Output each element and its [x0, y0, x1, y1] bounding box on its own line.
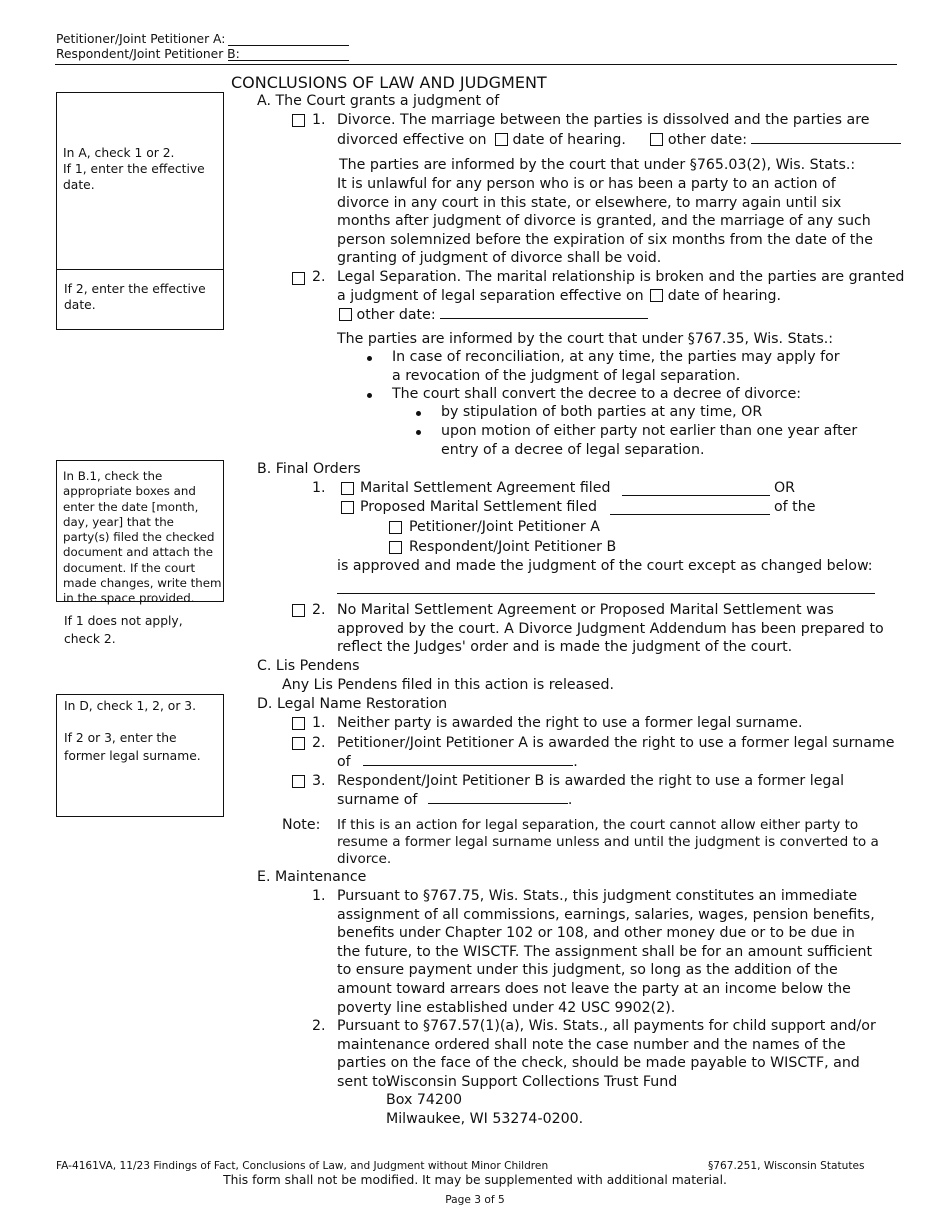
divorce-effective-label: divorced effective on — [337, 132, 487, 148]
separation-other-date-field[interactable] — [440, 305, 648, 319]
respondent-former-surname-field[interactable] — [428, 790, 568, 804]
bullet-reconciliation: In case of reconciliation, at any time, the parties may apply for a revocation of the judgment of legal separation. — [392, 349, 840, 384]
sidebar-box-d — [56, 694, 224, 817]
divorce-other-date-field[interactable] — [751, 130, 901, 144]
divorce-checkbox[interactable] — [292, 114, 305, 127]
bullet-dot — [367, 356, 372, 361]
or-label: OR — [774, 480, 796, 496]
divorce-title: Divorce. — [337, 112, 396, 128]
pmsa-petitioner-checkbox[interactable] — [389, 521, 402, 534]
name-petitioner-checkbox[interactable] — [292, 737, 305, 750]
address-line3: Milwaukee, WI 53274-0200. — [386, 1111, 584, 1127]
bullet-convert: The court shall convert the decree to a decree of divorce: — [392, 386, 802, 402]
footer-page-number: Page 3 of 5 — [445, 1194, 505, 1206]
sub-bullet-stipulation: by stipulation of both parties at any time, OR — [441, 404, 763, 420]
of-the-label: of the — [774, 499, 816, 515]
name-neither-checkbox[interactable] — [292, 717, 305, 730]
name-petitioner-of-label: of — [337, 754, 351, 770]
item-b1-number: 1. — [312, 480, 326, 496]
sidebar-box-a — [56, 92, 224, 330]
footer-notice: This form shall not be modified. It may be supplemented with additional material. — [223, 1173, 727, 1187]
legal-separation-title: Legal Separation. — [337, 269, 462, 285]
no-msa-checkbox[interactable] — [292, 604, 305, 617]
changes-field[interactable] — [337, 593, 875, 594]
divorce-other-date-checkbox[interactable] — [650, 133, 663, 146]
item-b2-number: 2. — [312, 602, 326, 618]
sidebar-box-d-line2: If 2 or 3, enter the former legal surname. — [64, 731, 201, 763]
footer-form-id: FA-4161VA, 11/23 Findings of Fact, Conclusions of Law, and Judgment without Minor Children — [56, 1160, 549, 1172]
note-label: Note: — [282, 817, 321, 833]
pmsa-respondent-label: Respondent/Joint Petitioner B — [409, 539, 617, 555]
legal-separation-text: The marital relationship is broken and the parties are granted — [465, 269, 905, 285]
sidebar-box-b-text: In B.1, check the appropriate boxes and enter the date [month, day, year] that the party(s) filed the checked document and attach the document. If the court made changes, write them in the space provided. — [63, 469, 222, 606]
name-petitioner-text: Petitioner/Joint Petitioner A is awarded the right to use a former legal surname — [337, 735, 895, 751]
maintenance-assignment-text: Pursuant to §767.75, Wis. Stats., this judgment constitutes an immediate assignment of all commissions, earnings, salaries, wages, pension benefits, benefits under Chapter 102 or 108, and other money due or to be due in the future, to the WISCTF. The assignment shall be for an amount sufficient to ensure payment under this judgment, so long as the addition of the amount toward arrears does not leave the party at an income below the poverty line established under 42 USC 9902(2). — [337, 888, 875, 1016]
pmsa-label: Proposed Marital Settlement filed — [360, 499, 598, 515]
legal-separation-checkbox[interactable] — [292, 272, 305, 285]
respondent-label: Respondent/Joint Petitioner B: — [56, 47, 240, 61]
bullet-dot — [367, 393, 372, 398]
item-a2-number: 2. — [312, 269, 326, 285]
informed-767: The parties are informed by the court that under §767.35, Wis. Stats.: — [337, 331, 834, 347]
divorce-text: The marriage between the parties is dissolved and the parties are — [400, 112, 870, 128]
name-neither-text: Neither party is awarded the right to use a former legal surname. — [337, 715, 803, 731]
section-a-heading: A. The Court grants a judgment of — [257, 93, 500, 109]
section-c-heading: C. Lis Pendens — [257, 658, 360, 674]
section-b-heading: B. Final Orders — [257, 461, 361, 477]
separation-other-date-label: other date: — [356, 307, 436, 323]
divorce-other-date-label: other date: — [667, 132, 747, 148]
pmsa-respondent-checkbox[interactable] — [389, 541, 402, 554]
separation-date-of-hearing-label: date of hearing. — [667, 288, 782, 304]
separation-date-of-hearing-checkbox[interactable] — [650, 289, 663, 302]
section-e-heading: E. Maintenance — [257, 869, 367, 885]
address-line1: Wisconsin Support Collections Trust Fund — [386, 1074, 678, 1090]
divorce-date-of-hearing-label: date of hearing. — [512, 132, 626, 148]
footer-statute: §767.251, Wisconsin Statutes — [708, 1160, 865, 1172]
name-respondent-surname-label: surname of — [337, 792, 418, 808]
name-respondent-checkbox[interactable] — [292, 775, 305, 788]
petitioner-label: Petitioner/Joint Petitioner A: — [56, 32, 226, 46]
sidebar-box-a2-text: If 2, enter the effective date. — [64, 282, 206, 312]
note-text: If this is an action for legal separation, the court cannot allow either party to resume a former legal surname unless and until the judgment is converted to a divorce. — [337, 817, 879, 867]
pmsa-petitioner-label: Petitioner/Joint Petitioner A — [409, 519, 600, 535]
approved-text: is approved and made the judgment of the court except as changed below: — [337, 558, 873, 574]
pmsa-date-field[interactable] — [610, 514, 770, 515]
section-d-heading: D. Legal Name Restoration — [257, 696, 448, 712]
separation-effective-label: a judgment of legal separation effective on — [337, 288, 644, 304]
sidebar-box-divider — [57, 269, 223, 270]
msa-date-field[interactable] — [622, 495, 770, 496]
sidebar-box-d-line1: In D, check 1, 2, or 3. — [64, 699, 197, 713]
petitioner-name-field[interactable] — [228, 45, 349, 46]
item-a1-number: 1. — [312, 112, 326, 128]
msa-label: Marital Settlement Agreement filed — [360, 480, 611, 496]
header-divider — [55, 64, 897, 65]
address-line2: Box 74200 — [386, 1092, 463, 1108]
informed-765-body: It is unlawful for any person who is or has been a party to an action of divorce in any court in this state, or elsewhere, to marry again until six months after judgment of divorce is granted, and the marriage of any such person solemnized before the expiration of six months from the date of the granting of judgment of divorce shall be void. — [337, 176, 873, 267]
page-title: CONCLUSIONS OF LAW AND JUDGMENT — [231, 73, 547, 92]
msa-checkbox[interactable] — [341, 482, 354, 495]
sidebar-note-b2: If 1 does not apply, check 2. — [64, 614, 183, 646]
pmsa-checkbox[interactable] — [341, 501, 354, 514]
sidebar-box-b — [56, 460, 224, 606]
sub-bullet-dot — [416, 411, 421, 416]
name-respondent-text: Respondent/Joint Petitioner B is awarded the right to use a former legal — [337, 773, 845, 789]
respondent-name-field[interactable] — [228, 60, 349, 61]
sidebar-box-a-text: In A, check 1 or 2. If 1, enter the effective date. — [63, 146, 205, 192]
no-msa-text: No Marital Settlement Agreement or Proposed Marital Settlement was approved by the court. A Divorce Judgment Addendum has been prepared to reflect the Judges' order and is made the judgment of the court. — [337, 602, 884, 656]
sub-bullet-dot — [416, 430, 421, 435]
divorce-date-of-hearing-checkbox[interactable] — [495, 133, 508, 146]
informed-765: The parties are informed by the court that under §765.03(2), Wis. Stats.: — [339, 157, 856, 173]
lis-pendens-text: Any Lis Pendens filed in this action is released. — [282, 677, 614, 693]
maintenance-payment-text: Pursuant to §767.57(1)(a), Wis. Stats., all payments for child support and/or maintenance ordered shall note the case number and the names of the parties on the face of the check, should be made payable to WISCTF, and sent to: — [337, 1018, 876, 1090]
sub-bullet-motion: upon motion of either party not earlier than one year after entry of a decree of legal separation. — [441, 423, 858, 458]
separation-other-date-checkbox[interactable] — [339, 308, 352, 321]
petitioner-former-surname-field[interactable] — [363, 752, 573, 766]
